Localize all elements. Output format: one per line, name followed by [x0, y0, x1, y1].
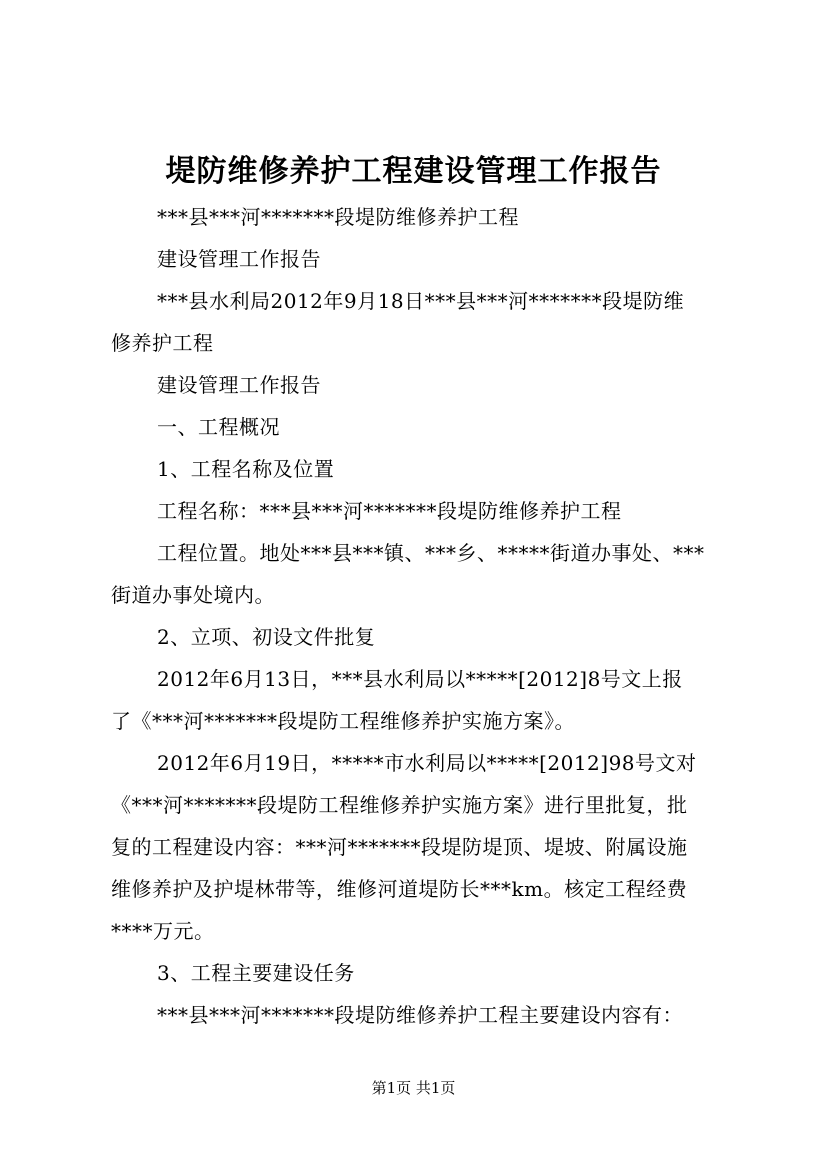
- paragraph-line: 街道办事处境内。: [111, 583, 275, 607]
- section-heading: 一、工程概况: [157, 415, 280, 439]
- paragraph-line: ***县***河*******段堤防维修养护工程: [157, 205, 519, 229]
- document-title: 堤防维修养护工程建设管理工作报告: [165, 154, 662, 189]
- paragraph-line: 维修养护及护堤林带等，维修河道堤防长***km。核定工程经费: [111, 877, 688, 901]
- paragraph-line: 《***河*******段堤防工程维修养护实施方案》进行里批复，批: [111, 793, 688, 817]
- page-footer: 第1页 共1页: [371, 1079, 456, 1097]
- paragraph-line: 2012年6月19日，*****市水利局以*****[2012]98号文对: [157, 751, 697, 775]
- paragraph-line: ***县水利局2012年9月18日***县***河*******段堤防维: [157, 289, 685, 313]
- paragraph-line: 修养护工程: [111, 331, 214, 355]
- paragraph-line: 了《***河*******段堤防工程维修养护实施方案》。: [111, 709, 575, 733]
- paragraph-line: 建设管理工作报告: [157, 373, 321, 397]
- paragraph-line: 工程名称：***县***河*******段堤防维修养护工程: [157, 499, 622, 523]
- paragraph-line: 2012年6月13日，***县水利局以*****[2012]8号文上报: [157, 667, 683, 691]
- subsection-heading: 2、立项、初设文件批复: [157, 625, 376, 649]
- subsection-heading: 1、工程名称及位置: [157, 457, 335, 481]
- paragraph-line: 建设管理工作报告: [157, 247, 321, 271]
- paragraph-line: ****万元。: [111, 919, 215, 943]
- paragraph-line: 工程位置。地处***县***镇、***乡、*****街道办事处、***: [157, 541, 705, 565]
- subsection-heading: 3、工程主要建设任务: [157, 961, 355, 985]
- paragraph-line: 复的工程建设内容：***河*******段堤防堤顶、堤坡、附属设施: [111, 835, 688, 859]
- paragraph-line: ***县***河*******段堤防维修养护工程主要建设内容有：: [157, 1003, 683, 1027]
